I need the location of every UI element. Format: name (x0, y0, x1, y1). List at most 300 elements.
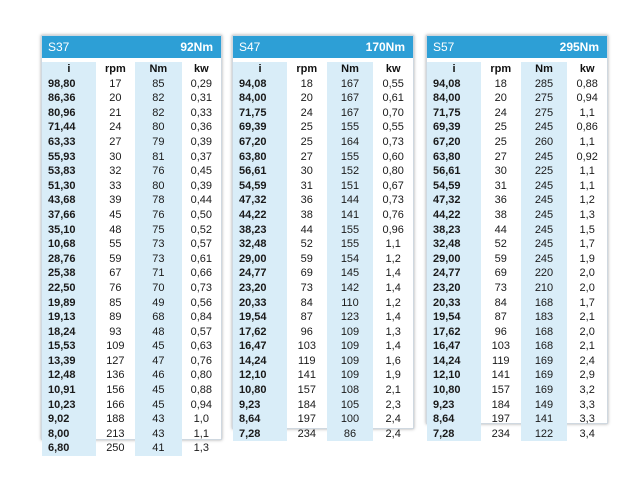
kw-cell: 0,55 (382, 77, 404, 90)
rpm-cell: 96 (300, 325, 313, 338)
kw-cell: 1,0 (193, 413, 209, 426)
rpm-cell: 103 (491, 340, 510, 353)
column-header-rpm: rpm (104, 63, 126, 75)
kw-cell: 1,7 (579, 238, 595, 251)
table-row (42, 77, 221, 92)
model-label: S37 (48, 40, 70, 54)
rpm-cell: 36 (300, 194, 313, 207)
kw-cell: 0,67 (382, 179, 404, 192)
spec-table-panel-s57 (426, 35, 608, 440)
rpm-cell: 234 (491, 427, 510, 440)
table-row (42, 354, 221, 369)
i-cell: 19,54 (427, 310, 481, 325)
rpm-cell: 20 (300, 92, 313, 105)
table-row (233, 412, 413, 427)
i-cell: 6,80 (42, 441, 96, 456)
kw-cell: 0,76 (382, 208, 404, 221)
kw-cell: 0,56 (190, 296, 212, 309)
table-row (233, 150, 413, 165)
rpm-cell: 24 (494, 106, 507, 119)
table-row (42, 281, 221, 296)
rpm-cell: 197 (297, 413, 316, 426)
nm-cell: 245 (521, 223, 568, 238)
rpm-cell: 250 (106, 442, 125, 455)
kw-cell: 0,60 (382, 150, 404, 163)
rpm-cell: 73 (300, 281, 313, 294)
nm-cell: 210 (521, 281, 568, 296)
nm-cell: 45 (135, 398, 182, 413)
i-cell: 10,68 (42, 237, 96, 252)
nm-cell: 155 (327, 120, 374, 135)
kw-cell: 0,39 (190, 179, 212, 192)
kw-cell: 0,94 (576, 92, 598, 105)
nm-cell: 45 (135, 339, 182, 354)
nm-cell: 149 (521, 398, 568, 413)
i-cell: 9,23 (427, 398, 481, 413)
nm-cell: 245 (521, 208, 568, 223)
kw-cell: 0,31 (190, 92, 212, 105)
kw-cell: 0,50 (190, 208, 212, 221)
kw-cell: 3,3 (579, 398, 595, 411)
i-cell: 22,50 (42, 281, 96, 296)
rpm-cell: 84 (494, 296, 507, 309)
rpm-cell: 44 (300, 223, 313, 236)
i-cell: 94,08 (427, 77, 481, 92)
rpm-cell: 119 (492, 354, 510, 367)
i-cell: 24,77 (427, 266, 481, 281)
i-cell: 98,80 (42, 77, 96, 92)
rpm-cell: 141 (297, 369, 316, 382)
i-cell: 15,53 (42, 339, 96, 354)
nm-cell: 141 (521, 412, 568, 427)
table-row (427, 412, 607, 427)
i-cell: 63,80 (233, 150, 287, 165)
nm-cell: 109 (327, 368, 374, 383)
kw-cell: 1,6 (385, 354, 401, 367)
i-cell: 24,77 (233, 266, 287, 281)
kw-cell: 1,3 (193, 442, 209, 455)
kw-cell: 1,4 (385, 281, 401, 294)
table-row (42, 252, 221, 267)
rpm-cell: 48 (109, 223, 122, 236)
nm-cell: 73 (135, 237, 182, 252)
column-header-i: i (427, 62, 481, 77)
column-header-rpm: rpm (296, 63, 318, 75)
table-row (427, 164, 607, 179)
table-row (427, 150, 607, 165)
torque-label: 170Nm (365, 40, 405, 54)
table-row (42, 193, 221, 208)
kw-cell: 1,9 (385, 369, 401, 382)
table-row (233, 296, 413, 311)
rpm-cell: 85 (109, 296, 122, 309)
table-row (233, 266, 413, 281)
rpm-cell: 39 (109, 194, 122, 207)
rpm-cell: 24 (300, 106, 313, 119)
kw-cell: 0,45 (190, 165, 212, 178)
i-cell: 38,23 (427, 223, 481, 238)
i-cell: 35,10 (42, 223, 96, 238)
i-cell: 47,32 (427, 193, 481, 208)
nm-cell: 79 (135, 135, 182, 150)
i-cell: 55,93 (42, 150, 96, 165)
table-row (427, 120, 607, 135)
table-row (42, 441, 221, 456)
kw-cell: 2,9 (579, 369, 595, 382)
table-row (42, 296, 221, 311)
table-row (427, 193, 607, 208)
i-cell: 53,83 (42, 164, 96, 179)
nm-cell: 71 (135, 266, 182, 281)
kw-cell: 0,80 (382, 165, 404, 178)
table-row (427, 296, 607, 311)
rpm-cell: 136 (106, 369, 125, 382)
i-cell: 10,91 (42, 383, 96, 398)
i-cell: 14,24 (233, 354, 287, 369)
kw-cell: 0,94 (190, 398, 212, 411)
rpm-cell: 52 (300, 238, 313, 251)
rpm-cell: 25 (300, 135, 313, 148)
nm-cell: 245 (521, 237, 568, 252)
table-row (233, 106, 413, 121)
nm-cell: 169 (521, 368, 568, 383)
nm-cell: 82 (135, 91, 182, 106)
kw-cell: 1,1 (579, 106, 595, 119)
i-cell: 54,59 (233, 179, 287, 194)
table-row (427, 106, 607, 121)
table-row (42, 339, 221, 354)
kw-cell: 0,39 (190, 135, 212, 148)
nm-cell: 80 (135, 120, 182, 135)
rpm-cell: 27 (494, 150, 507, 163)
i-cell: 56,61 (427, 164, 481, 179)
nm-cell: 49 (135, 296, 182, 311)
i-cell: 69,39 (233, 120, 287, 135)
nm-cell: 141 (327, 208, 374, 223)
rpm-cell: 18 (300, 77, 313, 90)
i-cell: 71,75 (233, 106, 287, 121)
nm-cell: 48 (135, 325, 182, 340)
nm-cell: 168 (521, 325, 568, 340)
kw-cell: 2,1 (385, 384, 401, 397)
nm-cell: 122 (521, 427, 568, 442)
spec-table (427, 62, 607, 441)
nm-cell: 78 (135, 193, 182, 208)
table-row (233, 91, 413, 106)
nm-cell: 86 (327, 427, 374, 442)
rpm-cell: 157 (297, 384, 316, 397)
nm-cell: 169 (521, 383, 568, 398)
column-header-nm: Nm (327, 62, 374, 77)
panel-header (42, 36, 221, 58)
rpm-cell: 44 (494, 223, 507, 236)
nm-cell: 245 (521, 150, 568, 165)
rpm-cell: 234 (297, 427, 316, 440)
i-cell: 71,44 (42, 120, 96, 135)
rpm-cell: 127 (106, 354, 125, 367)
table-row (42, 310, 221, 325)
kw-cell: 0,61 (382, 92, 404, 105)
i-cell: 29,00 (427, 252, 481, 267)
table-row (42, 398, 221, 413)
nm-cell: 142 (327, 281, 374, 296)
nm-cell: 105 (327, 398, 374, 413)
rpm-cell: 93 (109, 325, 122, 338)
table-row (42, 368, 221, 383)
i-cell: 8,00 (42, 427, 96, 442)
column-header-kw: kw (193, 63, 209, 75)
kw-cell: 2,0 (579, 281, 595, 294)
rpm-cell: 87 (494, 311, 507, 324)
i-cell: 23,20 (233, 281, 287, 296)
table-row (427, 354, 607, 369)
nm-cell: 275 (521, 91, 568, 106)
kw-cell: 0,36 (190, 121, 212, 134)
kw-cell: 0,63 (190, 340, 212, 353)
column-header-nm: Nm (521, 62, 568, 77)
table-header-row (427, 62, 607, 77)
rpm-cell: 27 (109, 135, 122, 148)
i-cell: 56,61 (233, 164, 287, 179)
rpm-cell: 59 (109, 252, 122, 265)
nm-cell: 41 (135, 441, 182, 456)
nm-cell: 123 (327, 310, 374, 325)
kw-cell: 0,66 (190, 267, 212, 280)
kw-cell: 0,52 (190, 223, 212, 236)
rpm-cell: 20 (494, 92, 507, 105)
kw-cell: 0,55 (382, 121, 404, 134)
table-row (233, 398, 413, 413)
i-cell: 8,64 (233, 412, 287, 427)
kw-cell: 0,84 (190, 311, 212, 324)
kw-cell: 1,2 (385, 252, 401, 265)
table-row (427, 398, 607, 413)
kw-cell: 1,1 (385, 238, 401, 251)
rpm-cell: 89 (109, 311, 122, 324)
rpm-cell: 96 (494, 325, 507, 338)
kw-cell: 1,4 (385, 311, 401, 324)
nm-cell: 245 (521, 252, 568, 267)
i-cell: 16,47 (233, 339, 287, 354)
kw-cell: 1,9 (579, 252, 595, 265)
kw-cell: 0,96 (382, 223, 404, 236)
nm-cell: 82 (135, 106, 182, 121)
rpm-cell: 17 (109, 77, 122, 90)
table-row (427, 281, 607, 296)
kw-cell: 0,73 (382, 194, 404, 207)
i-cell: 63,80 (427, 150, 481, 165)
table-row (42, 120, 221, 135)
i-cell: 44,22 (427, 208, 481, 223)
i-cell: 25,38 (42, 266, 96, 281)
rpm-cell: 55 (109, 238, 122, 251)
nm-cell: 81 (135, 150, 182, 165)
rpm-cell: 30 (109, 150, 122, 163)
panel-header (233, 36, 413, 58)
column-header-nm: Nm (135, 62, 182, 77)
i-cell: 8,64 (427, 412, 481, 427)
rpm-cell: 76 (109, 281, 122, 294)
rpm-cell: 45 (109, 208, 122, 221)
nm-cell: 73 (135, 252, 182, 267)
i-cell: 12,10 (233, 368, 287, 383)
i-cell: 80,96 (42, 106, 96, 121)
rpm-cell: 69 (494, 267, 507, 280)
nm-cell: 152 (327, 164, 374, 179)
rpm-cell: 166 (106, 398, 125, 411)
table-row (233, 252, 413, 267)
rpm-cell: 157 (491, 384, 510, 397)
nm-cell: 155 (327, 150, 374, 165)
nm-cell: 109 (327, 339, 374, 354)
i-cell: 71,75 (427, 106, 481, 121)
i-cell: 19,89 (42, 296, 96, 311)
nm-cell: 225 (521, 164, 568, 179)
nm-cell: 80 (135, 179, 182, 194)
table-row (427, 339, 607, 354)
i-cell: 67,20 (233, 135, 287, 150)
table-row (42, 179, 221, 194)
kw-cell: 1,3 (579, 208, 595, 221)
rpm-cell: 27 (300, 150, 313, 163)
rpm-cell: 25 (494, 135, 507, 148)
rpm-cell: 109 (106, 340, 125, 353)
table-row (42, 164, 221, 179)
rpm-cell: 18 (494, 77, 507, 90)
panel-header (427, 36, 607, 58)
table-row (427, 208, 607, 223)
i-cell: 67,20 (427, 135, 481, 150)
rpm-cell: 20 (109, 92, 122, 105)
table-row (427, 325, 607, 340)
i-cell: 18,24 (42, 325, 96, 340)
rpm-cell: 38 (300, 208, 313, 221)
kw-cell: 0,70 (382, 106, 404, 119)
i-cell: 10,80 (427, 383, 481, 398)
nm-cell: 109 (327, 325, 374, 340)
nm-cell: 167 (327, 106, 374, 121)
kw-cell: 3,2 (579, 384, 595, 397)
column-header-rpm: rpm (490, 63, 512, 75)
rpm-cell: 184 (297, 398, 316, 411)
nm-cell: 220 (521, 266, 568, 281)
i-cell: 47,32 (233, 193, 287, 208)
i-cell: 7,28 (233, 427, 287, 442)
i-cell: 19,54 (233, 310, 287, 325)
nm-cell: 260 (521, 135, 568, 150)
nm-cell: 168 (521, 296, 568, 311)
nm-cell: 45 (135, 383, 182, 398)
nm-cell: 43 (135, 427, 182, 442)
table-row (42, 412, 221, 427)
rpm-cell: 188 (106, 413, 125, 426)
table-row (42, 91, 221, 106)
nm-cell: 68 (135, 310, 182, 325)
nm-cell: 167 (327, 91, 374, 106)
nm-cell: 144 (327, 193, 374, 208)
table-row (427, 368, 607, 383)
spec-table-panel-s37 (41, 35, 222, 455)
column-header-i: i (233, 62, 287, 77)
i-cell: 69,39 (427, 120, 481, 135)
kw-cell: 0,37 (190, 150, 212, 163)
nm-cell: 245 (521, 120, 568, 135)
table-row (233, 237, 413, 252)
kw-cell: 1,4 (385, 267, 401, 280)
kw-cell: 1,5 (579, 223, 595, 236)
table-row (427, 266, 607, 281)
i-cell: 51,30 (42, 179, 96, 194)
i-cell: 44,22 (233, 208, 287, 223)
rpm-cell: 141 (491, 369, 510, 382)
kw-cell: 3,4 (579, 427, 595, 440)
table-row (427, 310, 607, 325)
table-row (42, 325, 221, 340)
table-row (233, 354, 413, 369)
kw-cell: 2,4 (579, 354, 595, 367)
nm-cell: 169 (521, 354, 568, 369)
kw-cell: 1,2 (385, 296, 401, 309)
nm-cell: 76 (135, 208, 182, 223)
i-cell: 12,10 (427, 368, 481, 383)
kw-cell: 2,1 (579, 311, 595, 324)
spec-table (233, 62, 413, 441)
kw-cell: 0,33 (190, 106, 212, 119)
i-cell: 54,59 (427, 179, 481, 194)
nm-cell: 275 (521, 106, 568, 121)
kw-cell: 0,44 (190, 194, 212, 207)
i-cell: 10,80 (233, 383, 287, 398)
kw-cell: 3,3 (579, 413, 595, 426)
nm-cell: 183 (521, 310, 568, 325)
i-cell: 9,02 (42, 412, 96, 427)
i-cell: 9,23 (233, 398, 287, 413)
kw-cell: 0,86 (576, 121, 598, 134)
kw-cell: 2,1 (579, 340, 595, 353)
i-cell: 20,33 (427, 296, 481, 311)
table-row (42, 106, 221, 121)
i-cell: 43,68 (42, 193, 96, 208)
nm-cell: 245 (521, 179, 568, 194)
rpm-cell: 30 (300, 165, 313, 178)
i-cell: 86,36 (42, 91, 96, 106)
kw-cell: 1,3 (385, 325, 401, 338)
nm-cell: 47 (135, 354, 182, 369)
nm-cell: 285 (521, 77, 568, 92)
kw-cell: 2,3 (385, 398, 401, 411)
nm-cell: 151 (327, 179, 374, 194)
table-row (233, 339, 413, 354)
table-row (42, 427, 221, 442)
nm-cell: 110 (327, 296, 374, 311)
i-cell: 84,00 (427, 91, 481, 106)
i-cell: 20,33 (233, 296, 287, 311)
rpm-cell: 119 (298, 354, 316, 367)
nm-cell: 70 (135, 281, 182, 296)
kw-cell: 0,29 (190, 77, 212, 90)
rpm-cell: 103 (297, 340, 316, 353)
i-cell: 17,62 (427, 325, 481, 340)
table-row (427, 223, 607, 238)
table-header-row (42, 62, 221, 77)
kw-cell: 0,73 (190, 281, 212, 294)
model-label: S47 (239, 40, 261, 54)
i-cell: 23,20 (427, 281, 481, 296)
table-row (427, 179, 607, 194)
rpm-cell: 30 (494, 165, 507, 178)
nm-cell: 154 (327, 252, 374, 267)
kw-cell: 2,4 (385, 413, 401, 426)
